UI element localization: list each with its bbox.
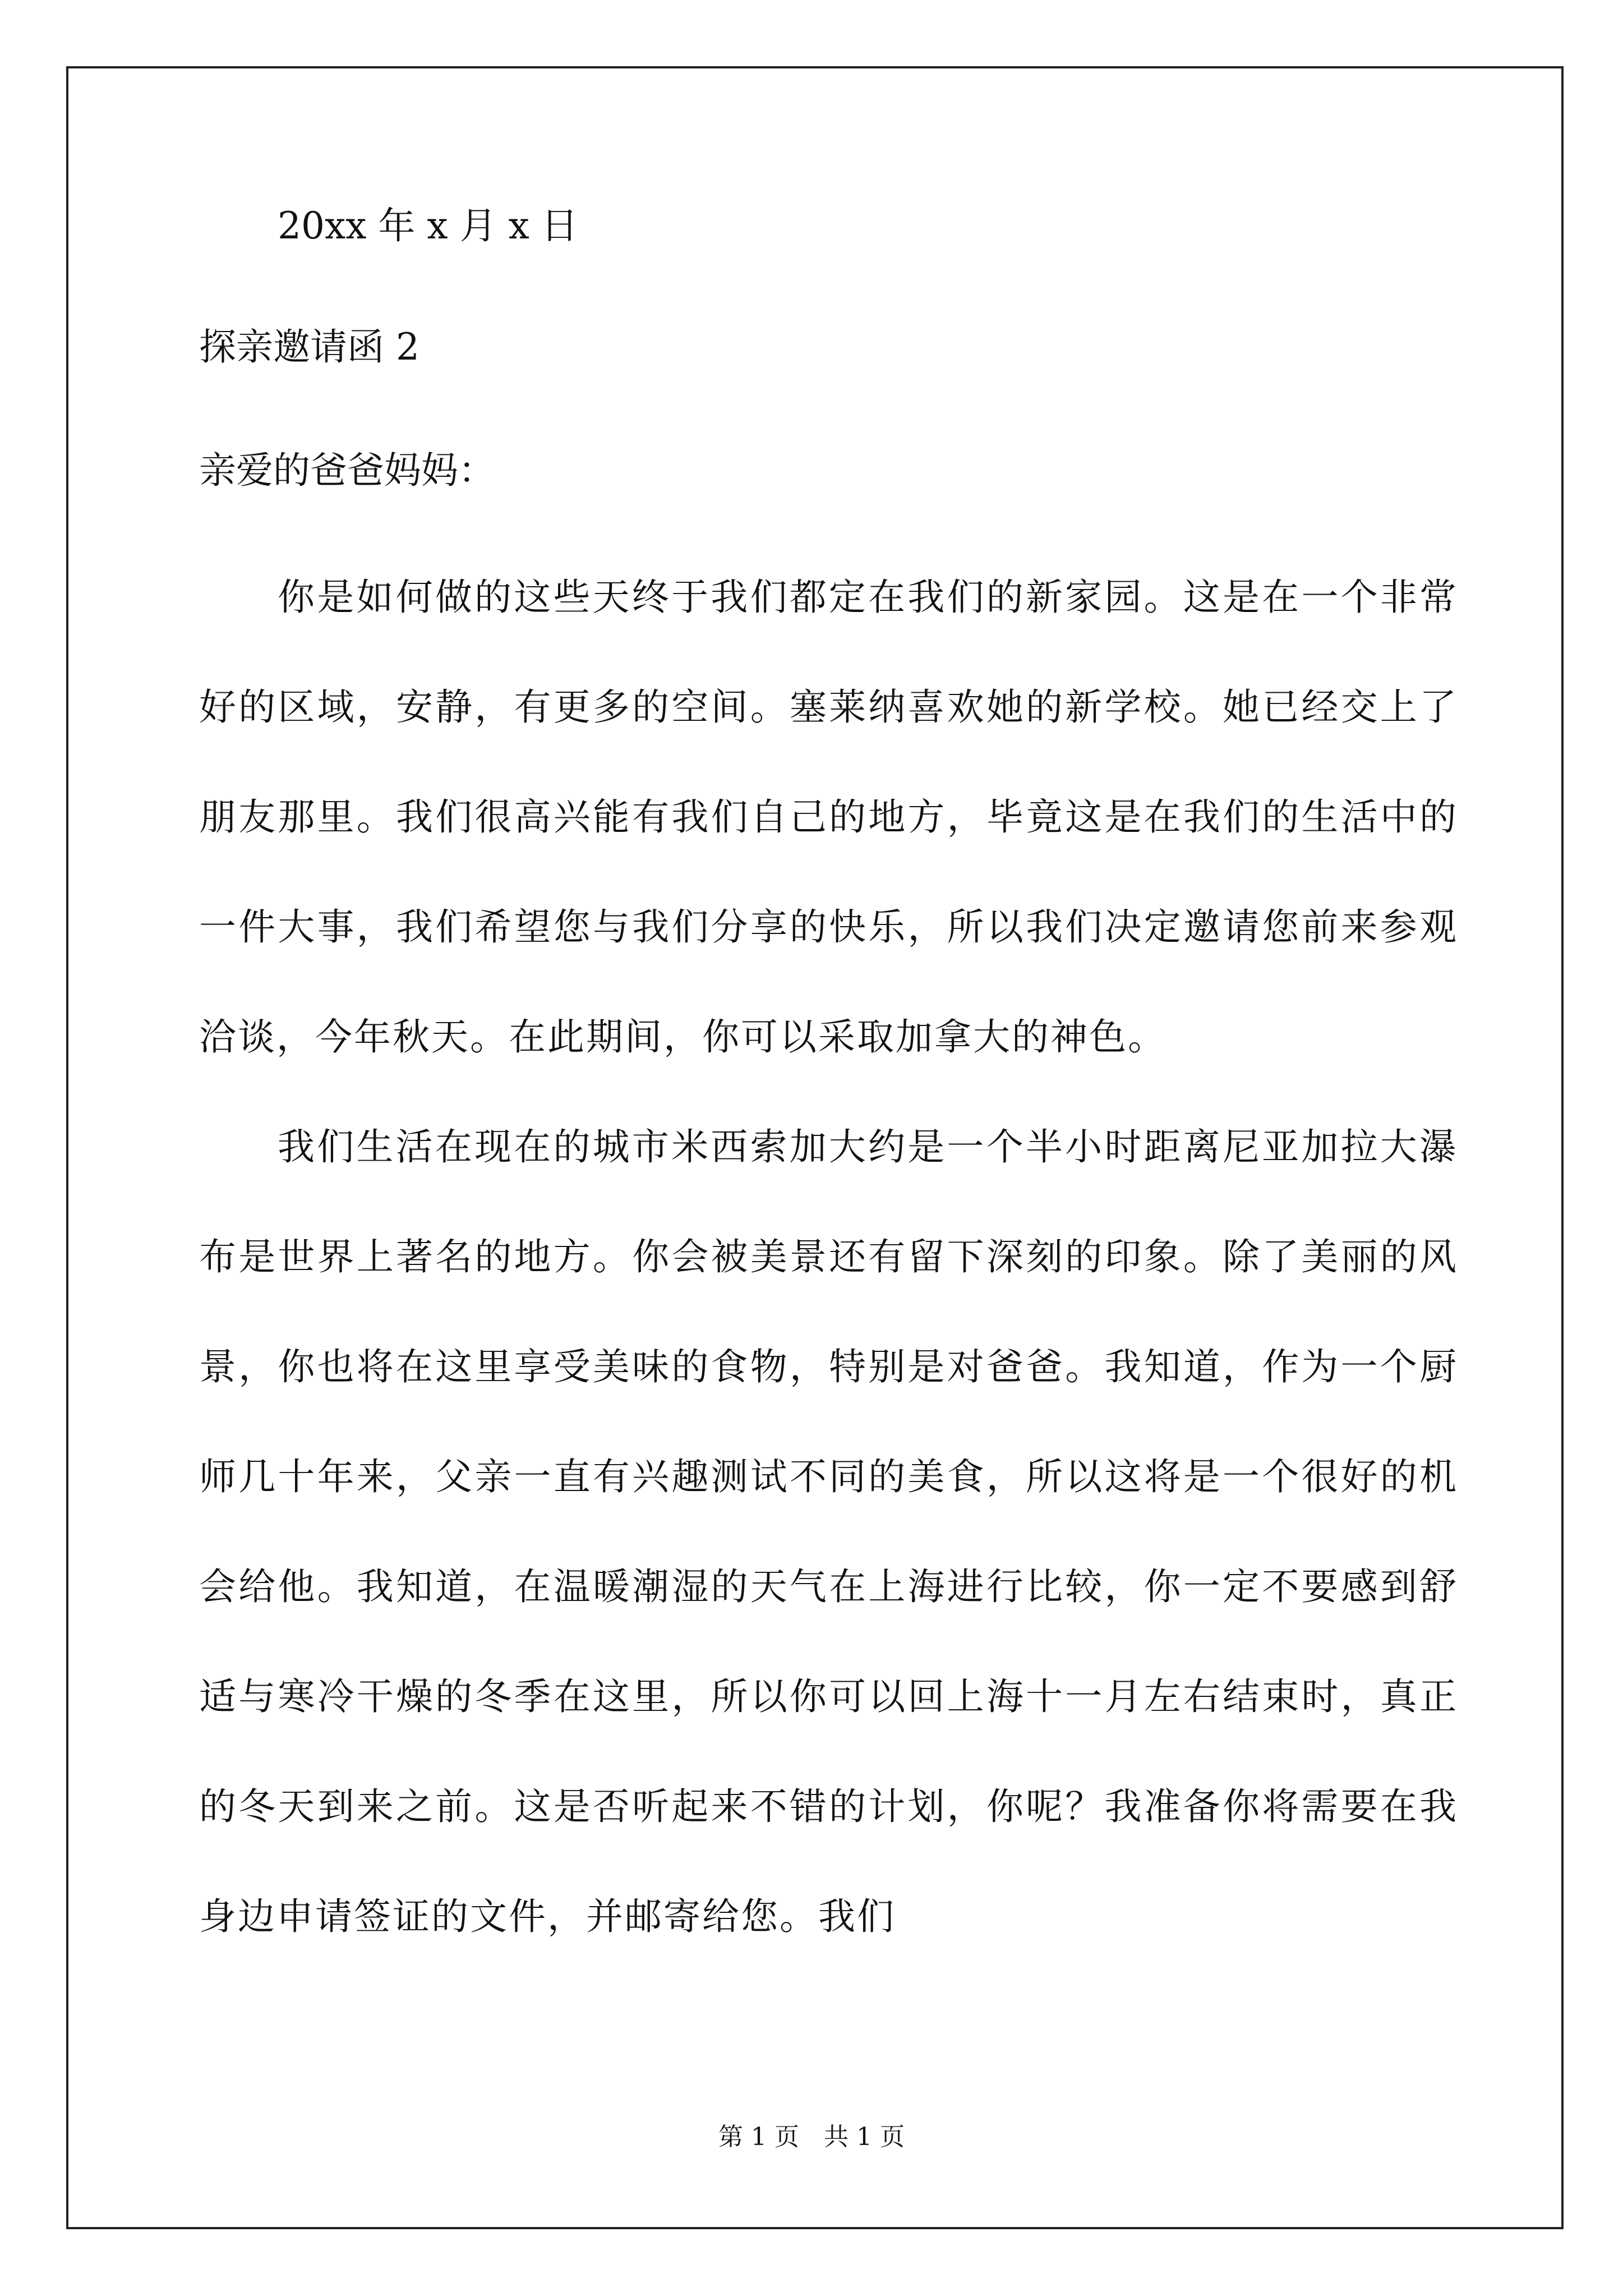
- document-body: [199, 204, 1458, 1972]
- page-footer: 第 1 页 共 1 页: [718, 2123, 905, 2151]
- paragraph-2: 我们生活在现在的城市米西索加大约是一个半小时距离尼亚加拉大瀑布是世界上著名的地方。你会被美景还有留下深刻的印象。除了美丽的风景，你也将在这里享受美味的食物，特别是对爸爸。我知道，作为一个厨师几十年来，父亲一直有兴趣测试不同的美食，所以这将是一个很好的机会给他。我知道，在温暖潮湿的天气在上海进行比较，你一定不要感到舒适与寒冷干燥的冬季在这里，所以你可以回上海十一月左右结束时，真正的冬天到来之前。这是否听起来不错的计划，你呢？我准备你将需要在我身边申请签证的文件，并邮寄给您。我们: [199, 1125, 1458, 1938]
- letter-title: 探亲邀请函 2: [199, 325, 419, 369]
- letter-salutation: 亲爱的爸爸妈妈：: [199, 449, 495, 492]
- letter-date: 20xx 年 x 月 x 日: [278, 204, 578, 247]
- paragraph-1: 你是如何做的这些天终于我们都定在我们的新家园。这是在一个非常好的区域，安静，有更多的空间。塞莱纳喜欢她的新学校。她已经交上了朋友那里。我们很高兴能有我们自己的地方，毕竟这是在我们的生活中的一件大事，我们希望您与我们分享的快乐，所以我们决定邀请您前来参观洽谈，今年秋天。在此期间，你可以采取加拿大的神色。: [199, 576, 1458, 1059]
